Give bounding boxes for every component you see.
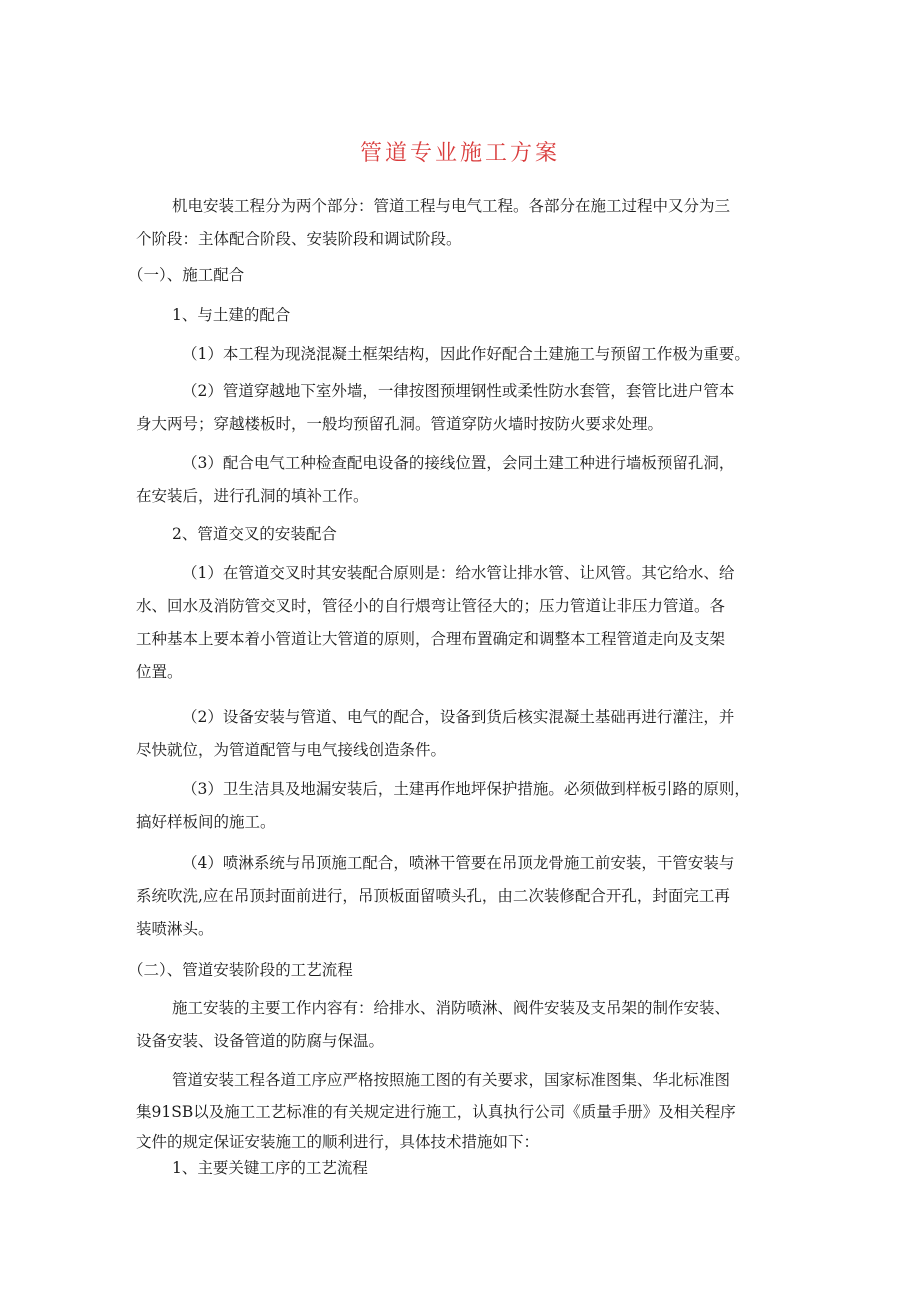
subsection-heading-3 (136, 1152, 786, 1185)
text-line: 位置。 (136, 663, 183, 681)
text-line: 搞好样板间的施工。 (136, 813, 276, 831)
text-line: 1、主要关键工序的工艺流程 (172, 1159, 368, 1177)
paragraph-3-2 (136, 1064, 786, 1157)
text-line: （4）喷淋系统与吊顶施工配合，喷淋干管要在吊顶龙骨施工前安装，干管安装与 (182, 854, 735, 872)
subsection-heading-2 (136, 518, 786, 551)
text-line: 水、回水及消防管交叉时，管径小的自行煨弯让管径大的；压力管道让非压力管道。各 (136, 597, 726, 615)
subsection-heading-1 (136, 299, 786, 332)
text-line: 在安装后，进行孔洞的填补工作。 (136, 487, 369, 505)
text-line: 个阶段：主体配合阶段、安装阶段和调试阶段。 (136, 230, 462, 248)
text-line: 系统吹洗,应在吊顶封面前进行，吊顶板面留喷头孔，由二次装修配合开孔，封面完工再 (136, 887, 730, 905)
text-line: 机电安装工程分为两个部分：管道工程与电气工程。各部分在施工过程中又分为三 (172, 197, 731, 215)
text-line: 施工安装的主要工作内容有：给排水、消防喷淋、阀件安装及支吊架的制作安装、 (172, 999, 731, 1017)
text-line: 设备安装、设备管道的防腐与保温。 (136, 1032, 385, 1050)
section-heading-2 (128, 954, 778, 987)
text-line: 身大两号；穿越楼板时，一般均预留孔洞。管道穿防火墙时按防火要求处理。 (136, 415, 664, 433)
text-line: 尽快就位，为管道配管与电气接线创造条件。 (136, 741, 447, 759)
text-line: 管道安装工程各道工序应严格按照施工图的有关要求，国家标准图集、华北标准图 (172, 1071, 731, 1089)
paragraph-1-3 (136, 447, 786, 513)
paragraph-2-3 (136, 773, 786, 839)
paragraph-2-1 (136, 557, 786, 689)
paragraph-1-1 (136, 338, 786, 371)
text-line: 装喷淋头。 (136, 920, 214, 938)
text-line: （一）、施工配合 (128, 266, 245, 284)
text-line: （3）配合电气工种检查配电设备的接线位置，会同土建工种进行墙板预留孔洞， (182, 454, 735, 472)
text-line: 集91SB以及施工工艺标准的有关规定进行施工，认真执行公司《质量手册》及相关程序 (136, 1103, 736, 1121)
text-line: 文件的规定保证安装施工的顺利进行，具体技术措施如下： (136, 1133, 540, 1151)
text-line: （2）设备安装与管道、电气的配合，设备到货后核实混凝土基础再进行灌注，并 (182, 708, 735, 726)
text-line: 工种基本上要本着小管道让大管道的原则，合理布置确定和调整本工程管道走向及支架 (136, 630, 726, 648)
section-heading-1 (128, 259, 778, 292)
page-title: 管道专业施工方案 (359, 141, 560, 166)
text-line: （二）、管道安装阶段的工艺流程 (128, 961, 353, 979)
paragraph-2-2 (136, 701, 786, 767)
text-line: （3）卫生洁具及地漏安装后，土建再作地坪保护措施。必须做到样板引路的原则， (182, 780, 750, 798)
paragraph-2-4 (136, 847, 786, 946)
text-line: （2）管道穿越地下室外墙，一律按图预埋钢性或柔性防水套管，套管比进户管本 (182, 382, 735, 400)
text-line: 1、与土建的配合 (172, 306, 291, 324)
text-line: 2、管道交叉的安装配合 (172, 525, 337, 543)
intro-paragraph (136, 190, 786, 256)
text-line: （1）本工程为现浇混凝土框架结构，因此作好配合土建施工与预留工作极为重要。 (182, 345, 750, 363)
paragraph-1-2 (136, 375, 786, 441)
paragraph-3-1 (136, 992, 786, 1058)
text-line: （1）在管道交叉时其安装配合原则是：给水管让排水管、让风管。其它给水、给 (182, 564, 735, 582)
